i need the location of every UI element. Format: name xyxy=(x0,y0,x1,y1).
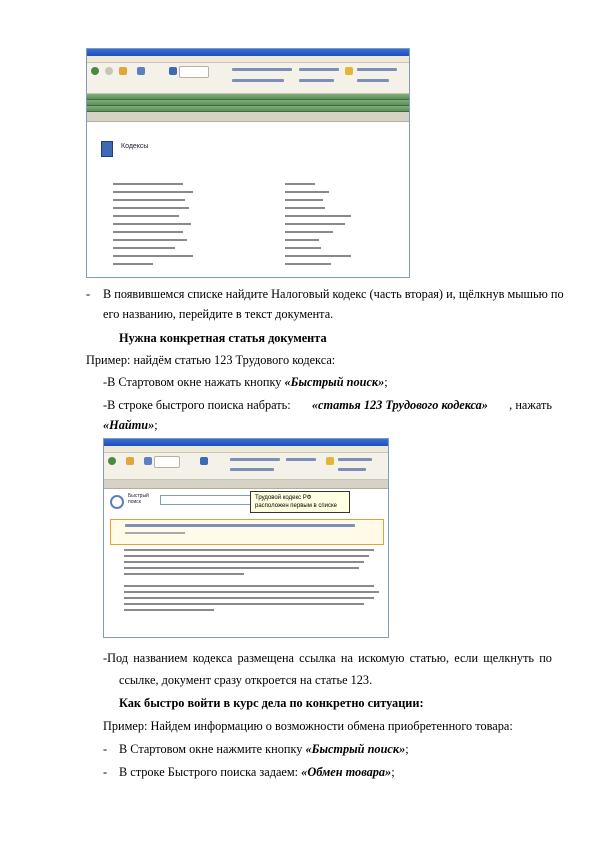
back-icon[interactable] xyxy=(91,67,99,75)
word: если xyxy=(454,651,479,665)
step-line xyxy=(103,374,388,390)
search-panel-label: Быстрый поиск xyxy=(128,493,149,505)
word: -Под xyxy=(103,651,129,665)
toolbar-link[interactable] xyxy=(357,68,397,71)
paragraph-line: его названию, перейдите в текст документа. xyxy=(103,307,334,321)
codexes-button[interactable] xyxy=(179,66,209,78)
screenshot-quick-search-window xyxy=(103,438,389,638)
toolbar-link[interactable] xyxy=(230,468,274,471)
toolbar-link[interactable] xyxy=(230,458,280,461)
forward-icon[interactable] xyxy=(105,67,113,75)
tooltip xyxy=(250,491,350,513)
word: размещена xyxy=(237,651,294,665)
list-text: ; xyxy=(405,742,409,756)
toolbar-link[interactable] xyxy=(232,68,292,71)
quick-search-button[interactable] xyxy=(154,456,180,468)
example-line: Пример: найдём статью 123 Трудового кодекса: xyxy=(86,353,336,367)
list-text: ; xyxy=(391,765,395,779)
main-toolbar xyxy=(104,453,388,480)
window-title-bar xyxy=(104,439,388,446)
search-query-label: «статья 123 Трудового кодекса» xyxy=(311,398,488,412)
bullet-dash: - xyxy=(86,287,91,301)
search-result[interactable] xyxy=(110,549,382,579)
quick-search-label: «Быстрый поиск» xyxy=(284,375,385,389)
step-text: -В Стартовом окне нажать кнопку xyxy=(103,375,285,389)
step-text: ; xyxy=(154,418,158,432)
section-heading: Как быстро войти в курс дела по конкретно ситуации: xyxy=(119,696,424,710)
section-heading: Нужна конкретная статья документа xyxy=(119,331,327,345)
panel-title: Кодексы xyxy=(121,143,149,150)
step-line xyxy=(103,397,552,413)
step-text: ; xyxy=(384,375,388,389)
folder-icon[interactable] xyxy=(326,457,334,465)
main-toolbar xyxy=(87,63,409,94)
magnifier-icon xyxy=(110,495,124,509)
bullet-dash: - xyxy=(103,765,108,779)
list-text: В Стартовом окне нажмите кнопку xyxy=(119,742,306,756)
document-toolbar xyxy=(87,112,409,122)
codexes-list-left xyxy=(113,183,223,273)
example-line: Пример: Найдем информацию о возможности обмена приобретенного товара: xyxy=(103,719,513,733)
toolbar-link[interactable] xyxy=(357,79,389,82)
find-button-label: «Найти» xyxy=(103,418,155,432)
toolbar-link[interactable] xyxy=(338,468,366,471)
step-text: -В строке быстрого поиска набрать: xyxy=(103,398,291,412)
bullet-dash: - xyxy=(103,742,108,756)
word: на xyxy=(340,651,353,665)
home-icon[interactable] xyxy=(119,67,127,75)
toolbar-link[interactable] xyxy=(299,79,334,82)
word: по xyxy=(539,651,552,665)
codexes-book-icon xyxy=(101,141,113,157)
folder-icon[interactable] xyxy=(345,67,353,75)
search-query-label: «Обмен товара» xyxy=(301,765,392,779)
word: кодекса xyxy=(192,651,233,665)
toolbar-link[interactable] xyxy=(338,458,372,461)
search-icon[interactable] xyxy=(137,67,145,75)
word: статью, xyxy=(409,651,450,665)
step-text: , нажать xyxy=(509,398,552,412)
list-text: В строке Быстрого поиска задаем: xyxy=(119,765,302,779)
quick-search-label: «Быстрый поиск» xyxy=(305,742,406,756)
menu-bar[interactable] xyxy=(104,446,388,453)
codexes-icon[interactable] xyxy=(200,457,208,465)
word: названием xyxy=(133,651,188,665)
toolbar-link[interactable] xyxy=(232,79,284,82)
search-icon[interactable] xyxy=(144,457,152,465)
tooltip-line: расположен первым в списке xyxy=(255,503,337,509)
tooltip-line: Трудовой кодекс РФ xyxy=(255,495,312,501)
word: щелкнуть xyxy=(483,651,535,665)
window-title-bar xyxy=(87,49,409,56)
list-item xyxy=(119,741,409,757)
menu-bar[interactable] xyxy=(87,56,409,63)
step-line xyxy=(103,417,158,433)
paragraph-line: ссылке, документ сразу откроется на статье 123. xyxy=(119,673,373,687)
paragraph-line: В появившемся списке найдите Налоговый кодекс (часть вторая) и, щёлкнув мышью по xyxy=(103,287,564,301)
toolbar-link[interactable] xyxy=(286,458,316,461)
home-icon[interactable] xyxy=(126,457,134,465)
search-result[interactable] xyxy=(110,585,382,615)
document-toolbar xyxy=(104,480,388,489)
word: искомую xyxy=(358,651,405,665)
toolbar-link[interactable] xyxy=(299,68,339,71)
codexes-list-right xyxy=(285,183,395,273)
back-icon[interactable] xyxy=(108,457,116,465)
list-item xyxy=(119,764,395,780)
codexes-icon[interactable] xyxy=(169,67,177,75)
screenshot-codexes-window xyxy=(86,48,410,278)
word: ссылка xyxy=(299,651,336,665)
paragraph-line xyxy=(103,650,552,666)
search-result-highlighted[interactable] xyxy=(110,519,384,545)
